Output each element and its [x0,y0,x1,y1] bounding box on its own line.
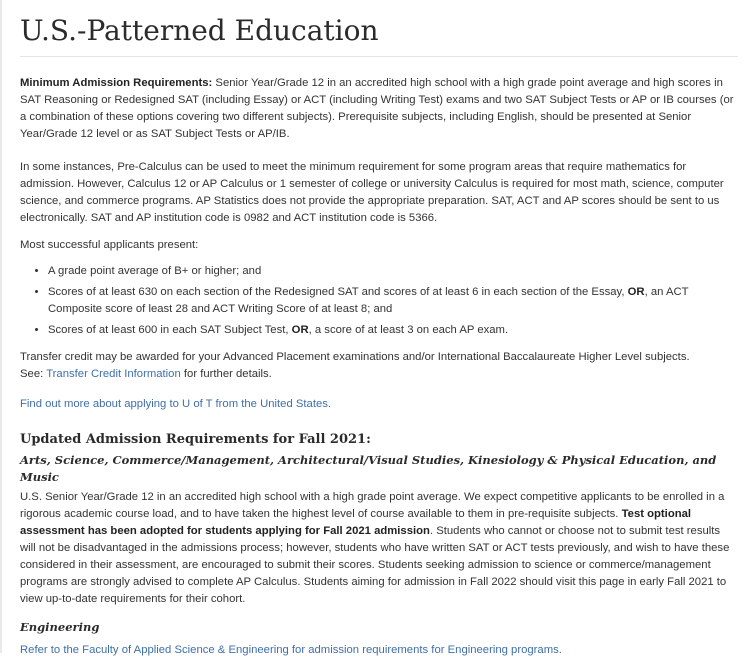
transfer-credit-link[interactable]: Transfer Credit Information [46,368,181,380]
fall-2021-text-continued: . Students who cannot or choose not to submit test results will not be disadvantaged in the admissions process; however, students who have written SAT or ACT tests previously, and wish to have these considered in their assessment, are encouraged to submit their scores. Students seeking admission to science or commerce/management programs are strongly advised to complete AP Calculus. Students aiming for admission in Fall 2022 should visit this page in early Fall 2021 to view up-to-date requirements for their cohort. [20,525,730,605]
min-requirements-text: Senior Year/Grade 12 in an accredited high school with a high grade point average and high scores in SAT Reasoning or Redesigned SAT (including Essay) or ACT (including Writing Test) exams and two SAT Subject Tests or AP or IB courses (or a combination of these options covering two different subjects). Prerequisite subjects, including English, should be presented at Senior Year/Grade 12 level or as SAT Subject Tests or AP/IB. [20,77,734,140]
find-out-paragraph [20,396,738,413]
list-item [48,322,738,339]
precalc-paragraph: In some instances, Pre-Calculus can be used to meet the minimum requirement for some program areas that require mathematics for admission. However, Calculus 12 or AP Calculus or 1 semester of college or university Calculus is required for most math, science, computer science, and commerce programs. AP Statistics does not provide the appropriate preparation. SAT, ACT and AP scores should be sent to us electronically. SAT and AP institution code is 0982 and ACT institution code is 5366. [20,161,724,224]
faculties-heading: Arts, Science, Commerce/Management, Architectural/Visual Studies, Kinesiology & Physical Education, and Music [20,453,717,484]
min-requirements-paragraph [20,75,738,143]
list-item [48,263,738,280]
list-item [48,284,738,318]
left-border [0,0,2,653]
list-item-text: Scores of at least 600 in each SAT Subject Test, [48,324,292,336]
or-emphasis: OR [291,324,309,336]
list-item-text: Scores of at least 630 on each section of the Redesigned SAT and scores of at least 6 in each section of the Essay, [48,286,628,298]
list-item-text: , an ACT Composite score of least 28 and ACT Writing Score of at least 8; and [48,286,689,315]
test-optional-notice: Test optional assessment has been adopted for students applying for Fall 2021 admission [20,508,692,537]
most-successful-intro: Most successful applicants present: [20,239,199,251]
engineering-heading: Engineering [20,620,100,634]
requirements-list [20,263,738,339]
or-emphasis: OR [627,286,645,298]
list-item-text: , a score of at least 3 on each AP exam. [308,324,509,336]
min-requirements-label: Minimum Admission Requirements: [20,77,213,89]
transfer-credit-paragraph [20,349,738,383]
list-item-text: A grade point average of B+ or higher; and [48,265,262,277]
find-out-more-link[interactable]: Find out more about applying to U of T from the United States. [20,398,332,410]
see-label: See: [20,368,47,380]
transfer-credit-text: Transfer credit may be awarded for your Advanced Placement examinations and/or International Baccalaureate Higher Level subjects. [20,351,690,363]
fall-2021-paragraph [20,489,738,608]
transfer-credit-suffix: for further details. [180,368,272,380]
engineering-requirements-link[interactable]: Refer to the Faculty of Applied Science & Engineering for admission requirements for Engineering programs. [20,644,562,656]
engineering-paragraph [20,642,738,659]
page-title: U.S.-Patterned Education [20,14,738,57]
updated-requirements-heading: Updated Admission Requirements for Fall 2021: [20,432,371,447]
fall-2021-text: U.S. Senior Year/Grade 12 in an accredited high school with a high grade point average. We expect competitive applicants to be enrolled in a rigorous academic course load, and to have taken the highest level of course available to them in pre-requisite subjects. [20,491,725,520]
main-content [20,0,738,659]
